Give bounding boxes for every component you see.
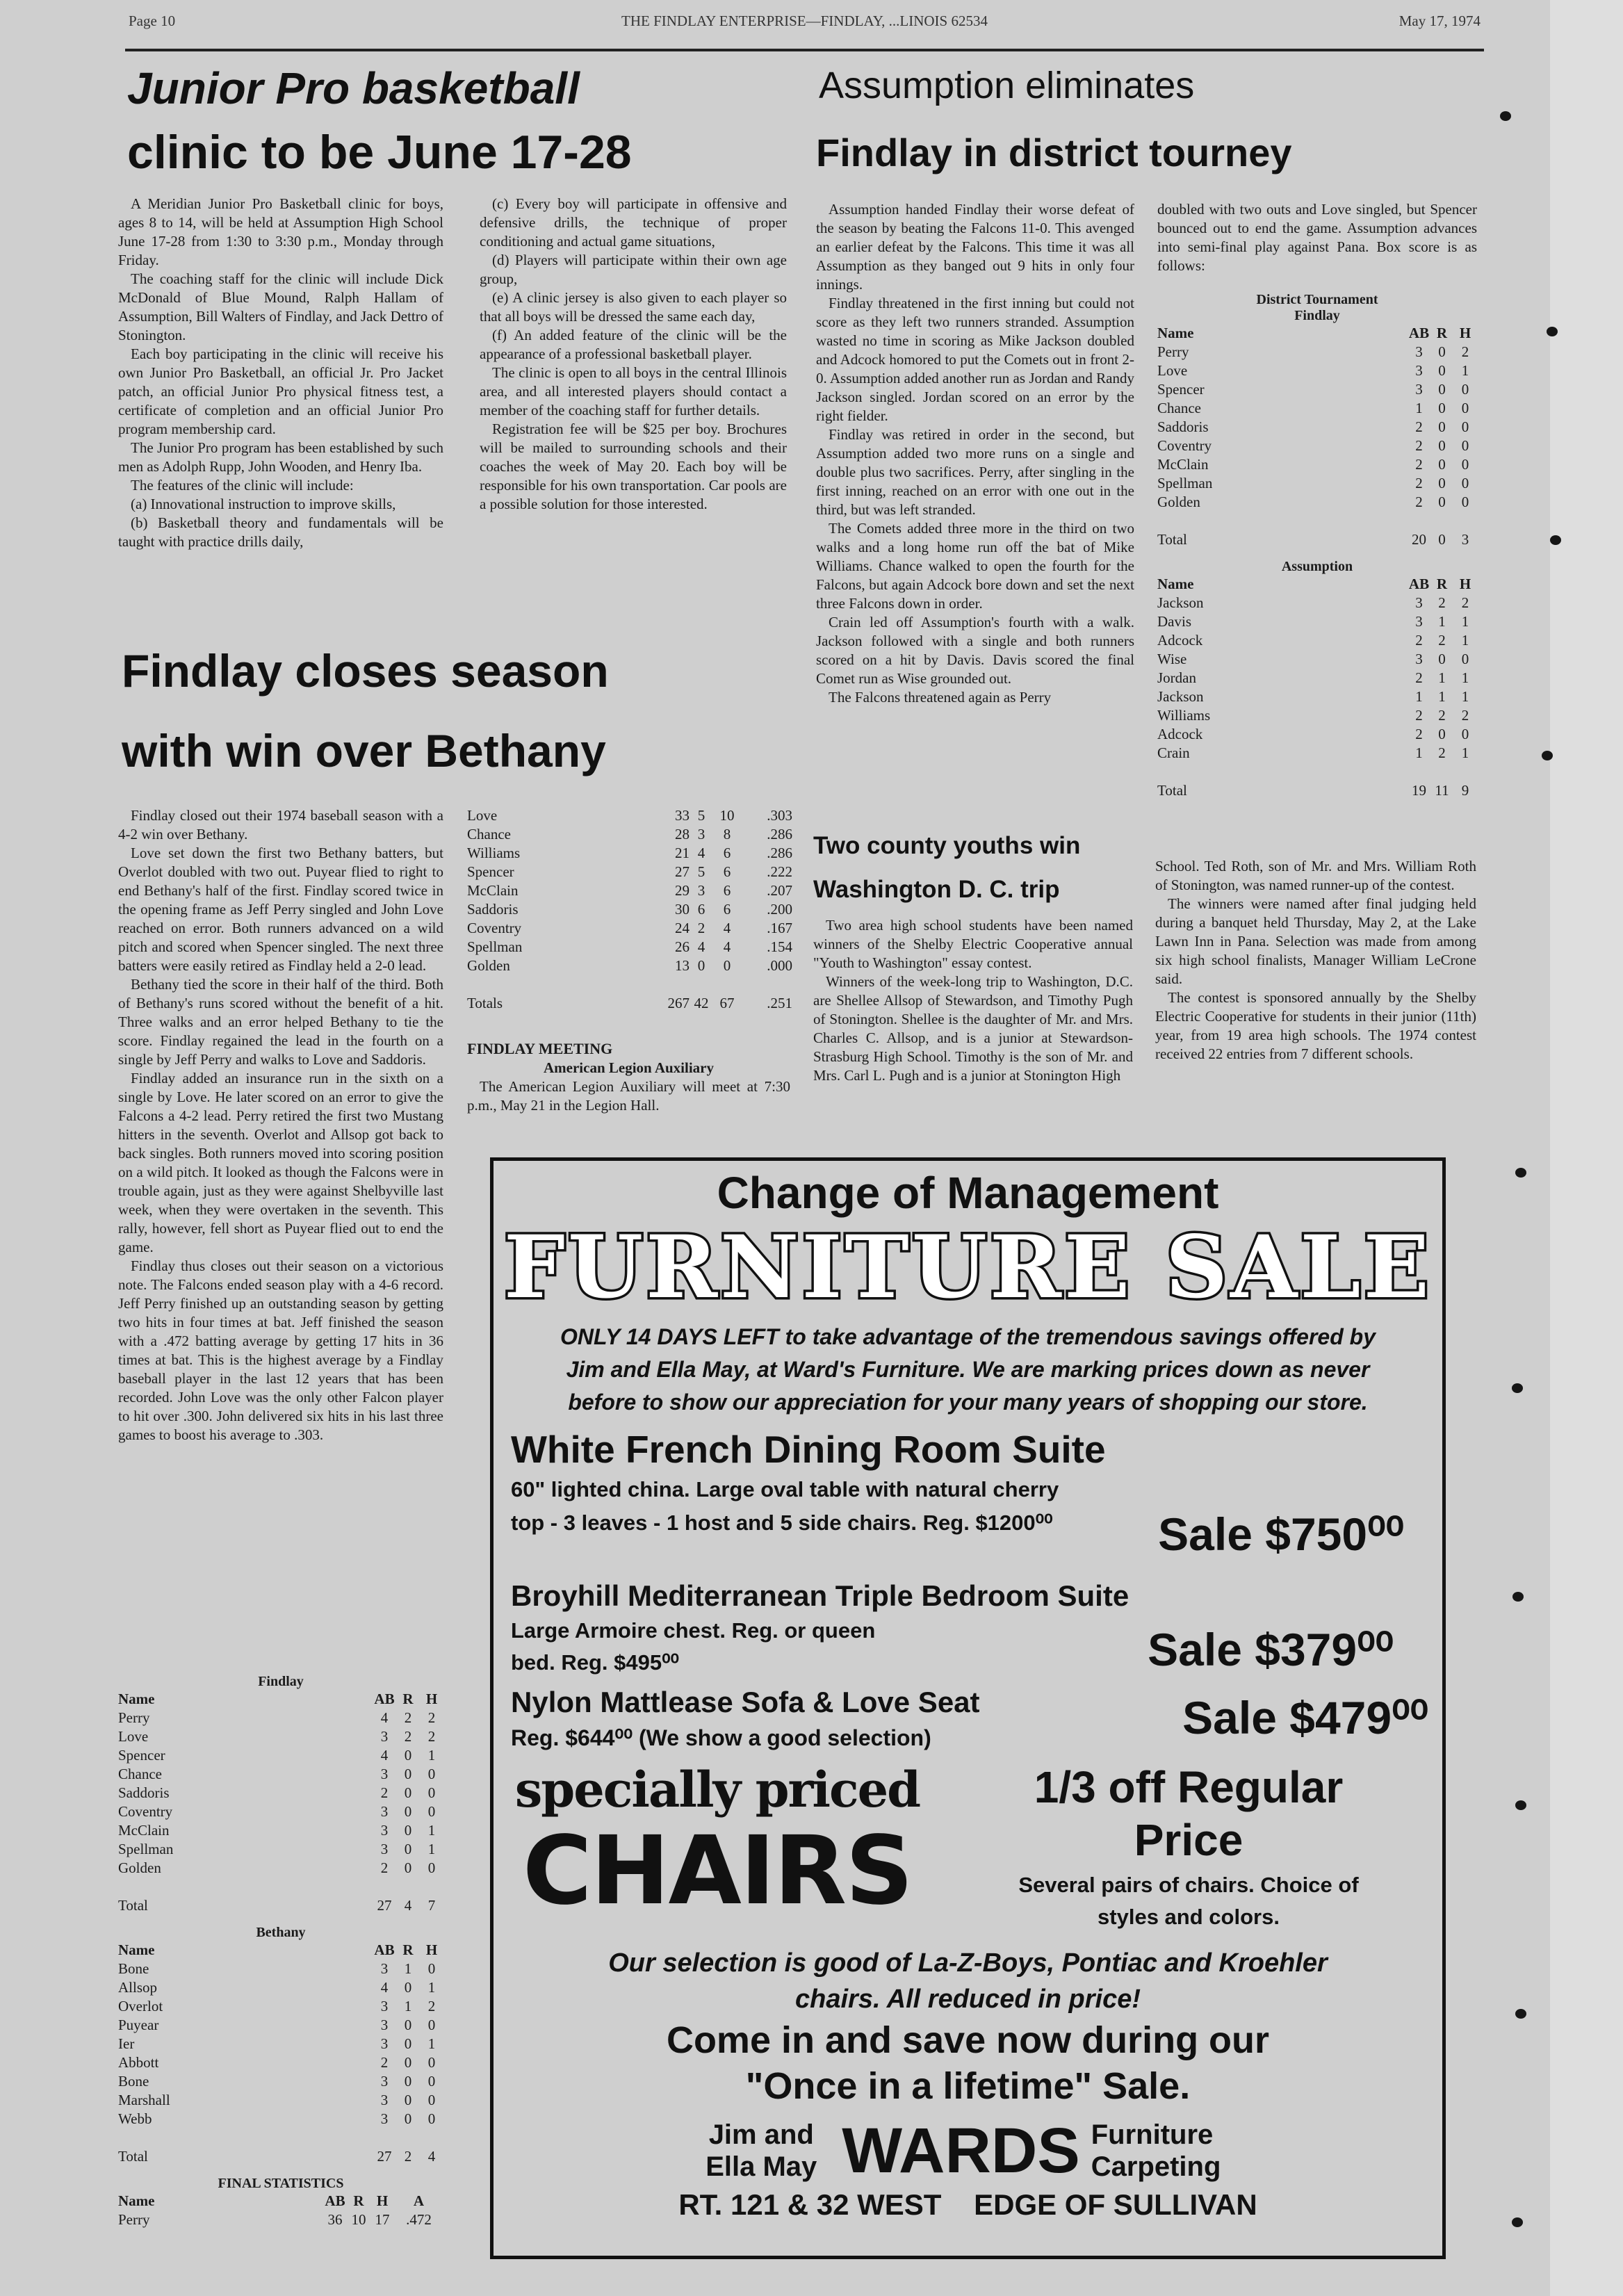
ad-wards-logo: WARDS — [842, 2115, 1080, 2186]
ad-store-type: Furniture Carpeting — [1091, 2119, 1221, 2182]
ad-address: RT. 121 & 32 WEST EDGE OF SULLIVAN — [678, 2188, 1257, 2221]
bethany-article — [118, 806, 443, 1444]
paragraph: The contest is sponsored annually by the Shelby Electric Cooperative for students in their junior (11th) year, from 19 area high schools. The 1974 contest received 22 entries from 7 different schools. — [1155, 989, 1476, 1062]
paragraph: doubled with two outs and Love singled, but Spencer bounced out to end the game. Assumption advances into semi-final play against Pana. Box score is as follows: — [1157, 201, 1477, 274]
assumption-column-2 — [1157, 200, 1477, 275]
table-row: Wise 3 0 0 — [1157, 651, 1469, 667]
table-row: Saddoris 2 0 0 — [118, 1784, 436, 1801]
meeting-notice — [467, 1039, 790, 1115]
bethany-headline-2: with win over Bethany — [122, 725, 606, 776]
table-row: Spencer 27 5 6 .222 — [467, 863, 792, 880]
table-row: Spencer 4 0 1 — [118, 1747, 436, 1764]
meeting-body: The American Legion Auxiliary will meet at 7:30 p.m., May 21 in the Legion Hall. — [467, 1078, 790, 1114]
final-statistics-table — [467, 806, 792, 1013]
page-header — [129, 13, 1481, 43]
ad-item1-title: White French Dining Room Suite — [511, 1428, 1106, 1471]
box-table-findlay: Name AB R H Perry 4 2 2 Love 3 2 2 Spencer 4 0 1 Chance 3 0 0 Saddoris 2 0 0 Coventry 3 0 0 McClain 3 0 1 Spellman 3 0 1 Golden 2 0 0 Total 27 4 7 — [118, 1690, 443, 1915]
paragraph: Findlay closed out their 1974 baseball season with a 4-2 win over Bethany. — [118, 807, 443, 842]
total-row: Total 20 0 3 — [1157, 531, 1469, 548]
box-table-findlay: Name AB R H Perry 3 0 2 Love 3 0 1 Spencer 3 0 0 Chance 1 0 0 Saddoris 2 0 0 Coventry 2 0 0 McClain 2 0 0 Spellman 2 0 0 Golden 2 0 0 Total 20 0 3 — [1157, 324, 1477, 549]
paragraph: The Falcons threatened again as Perry — [829, 689, 1052, 706]
binder-hole — [1515, 1168, 1526, 1178]
table-row: Spencer 3 0 0 — [1157, 381, 1469, 398]
ad-item2-title: Broyhill Mediterranean Triple Bedroom Suite — [511, 1579, 1129, 1612]
bethany-box-score — [118, 1674, 443, 2229]
ad-pairs-of-chairs: Several pairs of chairs. Choice of styles and colors. — [1018, 1873, 1359, 1929]
box-team-findlay: Findlay — [258, 1674, 304, 1689]
ad-come-in: Come in and save now during our — [666, 2019, 1270, 2061]
header-rule — [125, 49, 1484, 51]
table-row: Perry 4 2 2 — [118, 1709, 436, 1726]
clinic-headline-2: clinic to be June 17-28 — [127, 126, 632, 179]
paragraph: The Comets added three more in the third on two walks and a long home run off the bat of Mike Williams. Chance walked to open the fourth for the Falcons, but again Adcock bore down and set the next three Falcons down in order. — [816, 520, 1134, 612]
table-row: Ier 3 0 1 — [118, 2035, 436, 2052]
table-row: Williams 2 2 2 — [1157, 707, 1469, 724]
binder-hole — [1515, 2009, 1526, 2019]
box-table-bethany: Name AB R H Bone 3 1 0 Allsop 4 0 1 Overlot 3 1 2 Puyear 3 0 0 Ier 3 0 1 Abbott 2 0 0 Bone 3 0 0 Marshall 3 0 0 Webb 3 0 0 Total 27 2 4 — [118, 1941, 443, 2166]
ad-item1-price: Sale $750⁰⁰ — [1158, 1508, 1404, 1560]
youths-column-2 — [1155, 857, 1476, 1064]
masthead: THE FINDLAY ENTERPRISE—FINDLAY, ...LINOIS 62534 — [621, 13, 988, 29]
paragraph: Winners of the week-long trip to Washington, D.C. are Shellee Allsop of Stewardson, and Timothy Pugh of Stonington. Shellee is the daughter of Mr. and Mrs. Charles C. Allsop, and is a junior at Stewardson-Strasburg High School. Timothy is the son of Mr. and Mrs. Carl L. Pugh and is a junior at Stonington High — [813, 973, 1133, 1084]
table-row: Love 3 2 2 — [118, 1728, 436, 1745]
total-row: Total 27 2 4 — [118, 2148, 436, 2165]
table-row: Jackson 3 2 2 — [1157, 594, 1469, 611]
youths-column-1 — [813, 916, 1133, 1085]
table-row: Golden 2 0 0 — [1157, 494, 1469, 510]
ad-item3-title: Nylon Mattlease Sofa & Love Seat — [511, 1686, 980, 1718]
ad-item3-desc: Reg. $644⁰⁰ (We show a good selection) — [511, 1725, 931, 1750]
paragraph: Findlay threatened in the first inning but could not score as they left two runners stranded. Assumption wasted no time in scoring as Mike Jackson doubled and Adcock homored to put the Comets out in front 2-0. Assumption added another run as Jordan and Randy Jackson singled. Jordan scored on an error by the right fielder. — [816, 295, 1134, 424]
table-row: Abbott 2 0 0 — [118, 2054, 436, 2071]
table-row: Perry 36 10 17 .472 — [118, 2211, 432, 2228]
paragraph: (a) Innovational instruction to improve skills, — [131, 496, 396, 512]
ad-owners: Jim and Ella May — [706, 2119, 817, 2182]
ad-store-signature — [494, 2116, 1442, 2185]
paragraph: A Meridian Junior Pro Basketball clinic for boys, ages 8 to 14, will be held at Assumption High School June 17-28 from 1:30 to 3:30 p.m., Monday through Friday. — [118, 195, 443, 268]
total-row: Totals 267 42 67 .251 — [467, 995, 792, 1011]
assumption-headline-1: Assumption eliminates — [819, 65, 1195, 106]
table-row: Chance 3 0 0 — [118, 1766, 436, 1782]
binder-hole — [1547, 327, 1558, 336]
ad-item1-desc: 60" lighted china. Large oval table with natural cherry top - 3 leaves - 1 host and 5 side chairs. Reg. $1200⁰⁰ — [511, 1477, 1059, 1535]
ad-third-off: 1/3 off Regular — [1034, 1762, 1344, 1812]
table-row: Webb 3 0 0 — [118, 2110, 436, 2127]
table-row: Bone 3 1 0 — [118, 1960, 436, 1977]
paragraph: (d) Players will participate within their own age group, — [480, 252, 787, 287]
table-row: Crain 1 2 1 — [1157, 744, 1469, 761]
binder-hole — [1500, 111, 1511, 121]
table-row: Jordan 2 1 1 — [1157, 669, 1469, 686]
page-number: Page 10 — [129, 13, 176, 29]
assumption-headline-2: Findlay in district tourney — [816, 131, 1292, 174]
table-row: Perry 3 0 2 — [1157, 343, 1469, 360]
table-row: Spellman 26 4 4 .154 — [467, 938, 792, 955]
page-edge — [1550, 0, 1623, 2296]
box-team-findlay: Findlay — [1294, 308, 1340, 323]
box-team-bethany: Bethany — [256, 1925, 306, 1940]
table-row: McClain 3 0 1 — [118, 1822, 436, 1839]
paragraph: The features of the clinic will include: — [131, 477, 354, 494]
paragraph: Findlay thus closes out their season on a victorious note. The Falcons ended season play with a 4-6 record. Jeff Perry finished up an outstanding season by getting two hits in four times at bat. Jeff finished the season with a .472 batting average by getting 17 hits in 36 times at bat. This is the highest average by a Findlay baseball player in the last 12 years that has been recorded. John Love was the only other Falcon player to hit over .300. John delivered six hits in his last three games to boost his average to .303. — [118, 1257, 443, 1443]
paragraph: School. Ted Roth, son of Mr. and Mrs. William Roth of Stonington, was named runner-up of the contest. — [1155, 858, 1476, 893]
box-title: District Tournament — [1256, 292, 1378, 307]
binder-hole — [1550, 535, 1561, 545]
table-row: Davis 3 1 1 — [1157, 613, 1469, 630]
final-statistics — [467, 806, 792, 1013]
meeting-subtitle: American Legion Auxiliary — [544, 1059, 714, 1076]
table-row: McClain 29 3 6 .207 — [467, 882, 792, 899]
clinic-headline-1: Junior Pro basketball — [127, 63, 580, 113]
paragraph: Crain led off Assumption's fourth with a walk. Jackson followed with a single and both runners scored on a hit by Davis. Davis scored the final Comet run as Wise grounded out. — [816, 614, 1134, 687]
table-row: Chance 1 0 0 — [1157, 400, 1469, 416]
district-box-score — [1157, 292, 1477, 800]
table-row: Golden 2 0 0 — [118, 1859, 436, 1876]
paragraph: The winners were named after final judging held during a banquet held Thursday, May 2, at the Lake Lawn Inn in Pana. Selection was made from among six high school finalists, Manager William LeCrone said. — [1155, 895, 1476, 987]
binder-hole — [1512, 1592, 1524, 1602]
table-row: Saddoris 2 0 0 — [1157, 418, 1469, 435]
ad-item2-desc: Large Armoire chest. Reg. or queen bed. Reg. $495⁰⁰ — [511, 1618, 876, 1675]
table-row: Allsop 4 0 1 — [118, 1979, 436, 1996]
table-row: Coventry 2 0 0 — [1157, 437, 1469, 454]
ad-item2-price: Sale $379⁰⁰ — [1148, 1624, 1394, 1675]
youths-headline-2: Washington D. C. trip — [813, 876, 1060, 903]
table-row: Adcock 2 2 1 — [1157, 632, 1469, 649]
ad-selection: Our selection is good of La-Z-Boys, Pontiac and Kroehler chairs. All reduced in price! — [608, 1948, 1328, 2014]
paragraph: Two area high school students have been named winners of the Shelby Electric Cooperative annual "Youth to Washington" essay contest. — [813, 917, 1133, 971]
paragraph: Findlay was retired in order in the second, but Assumption added two more runs on a single and double plus two sacrifices. Perry, after singling in the first inning, reached on an error with one out in the third, but was left stranded. — [816, 426, 1134, 518]
table-row: Spellman 2 0 0 — [1157, 475, 1469, 491]
youths-headline-1: Two county youths win — [813, 832, 1081, 859]
meeting-title: FINDLAY MEETING — [467, 1040, 613, 1057]
table-row: McClain 2 0 0 — [1157, 456, 1469, 473]
table-row: Bone 3 0 0 — [118, 2073, 436, 2090]
binder-hole — [1542, 751, 1553, 760]
binder-hole — [1512, 2217, 1523, 2227]
paragraph: Registration fee will be $25 per boy. Brochures will be mailed to surrounding schools and their coaches the week of May 20. Each boy will be responsible for his own transportation. Car pools are a possible solution for those interested. — [480, 421, 787, 512]
table-row: Love 33 5 10 .303 — [467, 807, 792, 824]
paragraph: Assumption handed Findlay their worse defeat of the season by beating the Falcons 11-0. This avenged an earlier defeat by the Falcons. This time it was all Assumption as they banged out 9 hits in only four innings. — [816, 201, 1134, 293]
table-row: Williams 21 4 6 .286 — [467, 845, 792, 861]
assumption-column-1 — [816, 200, 1134, 707]
ad-price: Price — [1134, 1815, 1243, 1865]
total-row: Total 27 4 7 — [118, 1897, 436, 1914]
table-row: Coventry 24 2 4 .167 — [467, 920, 792, 936]
ad-item3-price: Sale $479⁰⁰ — [1182, 1692, 1428, 1743]
table-row: Puyear 3 0 0 — [118, 2017, 436, 2033]
table-row: Adcock 2 0 0 — [1157, 726, 1469, 742]
bethany-headline-1: Findlay closes season — [122, 645, 609, 697]
table-row: Saddoris 30 6 6 .200 — [467, 901, 792, 918]
paragraph: (e) A clinic jersey is also given to each player so that all boys will be dressed the same each day, — [480, 289, 787, 325]
paragraph: The coaching staff for the clinic will include Dick McDonald of Blue Mound, Ralph Hallam of Assumption, Bill Walters of Findlay, and Jack Dettro of Stonington. — [118, 270, 443, 343]
furniture-sale-ad — [490, 1157, 1446, 2259]
clinic-column-1 — [118, 195, 443, 551]
box-table-assumption: Name AB R H Jackson 3 2 2 Davis 3 1 1 Adcock 2 2 1 Wise 3 0 0 Jordan 2 1 1 Jackson 1 1 1 Williams 2 2 2 Adcock 2 0 0 Crain 1 2 1 Total 19 11 9 — [1157, 575, 1477, 800]
total-row: Total 19 11 9 — [1157, 782, 1469, 799]
paragraph: (b) Basketball theory and fundamentals will be taught with practice drills daily, — [118, 514, 443, 550]
paragraph: The clinic is open to all boys in the central Illinois area, and all interested players should contact a member of the coaching staff for further details. — [480, 364, 787, 418]
ad-change-of-management: Change of Management — [717, 1168, 1219, 1218]
ad-furniture-sale: FURNITURE SALE — [503, 1217, 1433, 1318]
paragraph: Love set down the first two Bethany batters, but Overlot doubled with two out. Puyear flied to right to end Bethany's half of the first. Findlay scored twice in the opening frame as Jeff Perry singled and John Love reached on error. Both runners advanced on a wild pitch and scored when Spencer singled. The next three batters were easily retired as Findlay held a 2-0 lead. — [118, 845, 443, 974]
table-row: Overlot 3 1 2 — [118, 1998, 436, 2014]
table-row: Chance 28 3 8 .286 — [467, 826, 792, 842]
binder-hole — [1512, 1383, 1523, 1393]
table-row: Jackson 1 1 1 — [1157, 688, 1469, 705]
ad-once-in-lifetime: "Once in a lifetime" Sale. — [745, 2065, 1191, 2107]
table-row: Spellman 3 0 1 — [118, 1841, 436, 1857]
table-row: Marshall 3 0 0 — [118, 2092, 436, 2108]
paragraph: Findlay added an insurance run in the sixth on a single by Love. He later scored on an error to give the Falcons a 4-2 lead. Perry retired the first two Mustang hitters in the seventh. Overlot and Allsop got back to back singles. Both runners moved into scoring position on a wild pitch. It looked as though the Falcons were in trouble again, just as they were against Shelbyville last week, when they were overtaken in the seventh. This rally, however, fell short as Puyear flied out to end the game. — [118, 1070, 443, 1255]
ad-intro: ONLY 14 DAYS LEFT to take advantage of the tremendous savings offered by Jim and Ella May, at Ward's Furniture. We are marking prices down as never before to show our appreciation for your many years of shopping our store. — [560, 1324, 1376, 1415]
ad-chairs: CHAIRS — [522, 1816, 913, 1926]
table-row: Coventry 3 0 0 — [118, 1803, 436, 1820]
final-statistics-title: FINAL STATISTICS — [218, 2176, 344, 2191]
clinic-column-2 — [480, 195, 787, 514]
paragraph: The Junior Pro program has been established by such men as Adolph Rupp, John Wooden, and Henry Iba. — [118, 439, 443, 475]
issue-date: May 17, 1974 — [1398, 13, 1481, 29]
box-team-assumption: Assumption — [1281, 559, 1353, 574]
paragraph: Bethany tied the score in their half of the third. Both of Bethany's runs scored without the benefit of a hit. Three walks and an error helped Bethany to tie the score. Findlay regained the lead in the fourth on a single by Jeff Perry and walks to Love and Saddoris. — [118, 976, 443, 1068]
table-row: Love 3 0 1 — [1157, 362, 1469, 379]
binder-hole — [1515, 1800, 1526, 1810]
table-row: Golden 13 0 0 .000 — [467, 957, 792, 974]
final-statistics-head: Name AB R H A Perry 36 10 17 .472 — [118, 2192, 443, 2229]
paragraph: (f) An added feature of the clinic will be the appearance of a professional basketball player. — [480, 327, 787, 362]
paragraph: Each boy participating in the clinic will receive his own Junior Pro Basketball, an official Jr. Pro Jacket patch, an official Junior Pro physical fitness test, a certificate of completion and an official Junior Pro program membership card. — [118, 345, 443, 437]
ad-specially-priced: specially priced — [514, 1761, 920, 1818]
paragraph: (c) Every boy will participate in offensive and defensive drills, the technique of proper conditioning and actual game situations, — [480, 195, 787, 250]
